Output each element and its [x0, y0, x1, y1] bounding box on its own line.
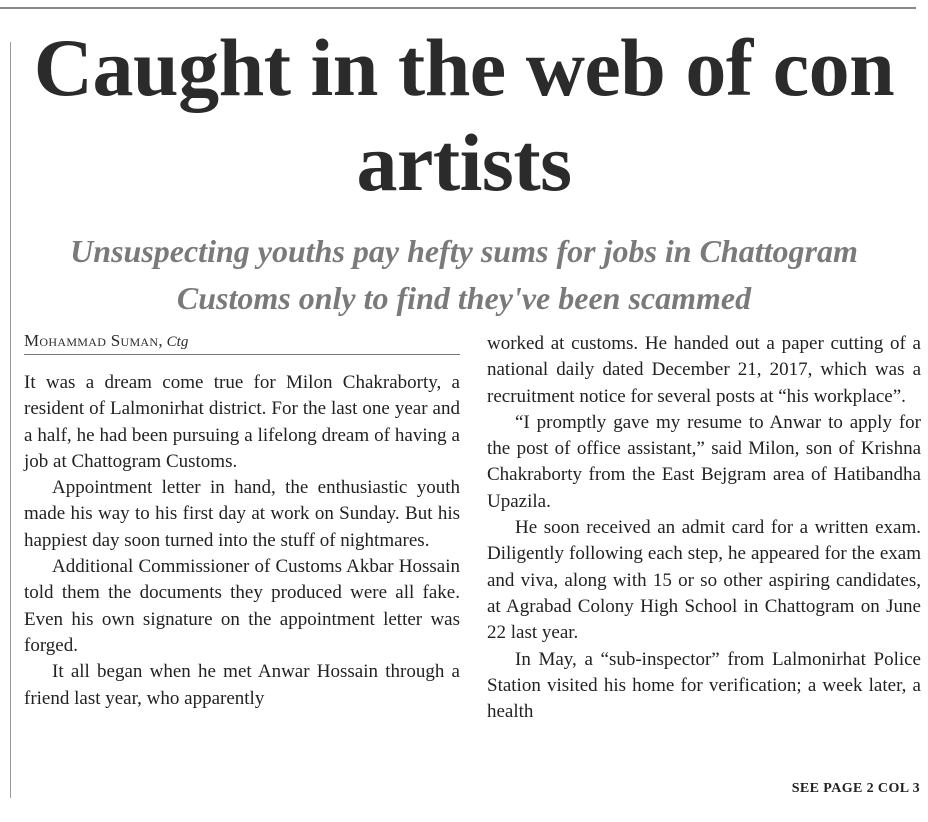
paragraph: In May, a “sub-inspector” from Lalmonirhat Police Station visited his home for verification; a week later, a health — [487, 648, 921, 723]
byline — [24, 331, 460, 352]
subheadline: Unsuspecting youths pay hefty sums for jobs in Chattogram Customs only to find they've been scammed — [70, 233, 858, 316]
continuation-line: SEE PAGE 2 COL 3 — [791, 781, 920, 796]
top-rule — [0, 7, 916, 9]
paragraph: Additional Commissioner of Customs Akbar Hossain told them the documents they produced were all fake. Even his own signature on the appointment letter was forged. — [24, 556, 460, 656]
paragraph: He soon received an admit card for a written exam. Diligently following each step, he appeared for the exam and viva, along with 15 or so other aspiring candidates, at Agrabad Colony High School in Chattogram on June 22 last year. — [487, 517, 921, 644]
headline: Caught in the web of con artists — [33, 22, 895, 208]
paragraph: It was a dream come true for Milon Chakraborty, a resident of Lalmonirhat district. For the last one year and a half, he had been pursuing a lifelong dream of having a job at Chattogram Customs. — [24, 372, 460, 472]
article-column-1 — [24, 370, 460, 712]
paragraph: worked at customs. He handed out a paper cutting of a national daily dated December 21, 2017, which was a recruitment notice for several posts at “his workplace”. — [487, 333, 921, 407]
byline-rule — [24, 354, 460, 355]
byline-author: Mohammad Suman, — [24, 331, 163, 350]
paragraph: Appointment letter in hand, the enthusiastic youth made his way to his first day at work on Sunday. But his happiest day soon turned into the stuff of nightmares. — [24, 477, 460, 551]
column-rule — [10, 42, 11, 798]
article-column-2 — [487, 331, 921, 725]
paragraph: “I promptly gave my resume to Anwar to apply for the post of office assistant,” said Milon, son of Krishna Chakraborty from the East Bejgram area of Hatibandha Upazila. — [487, 411, 921, 512]
paragraph: It all began when he met Anwar Hossain through a friend last year, who apparently — [24, 661, 460, 709]
byline-location: Ctg — [166, 334, 189, 350]
